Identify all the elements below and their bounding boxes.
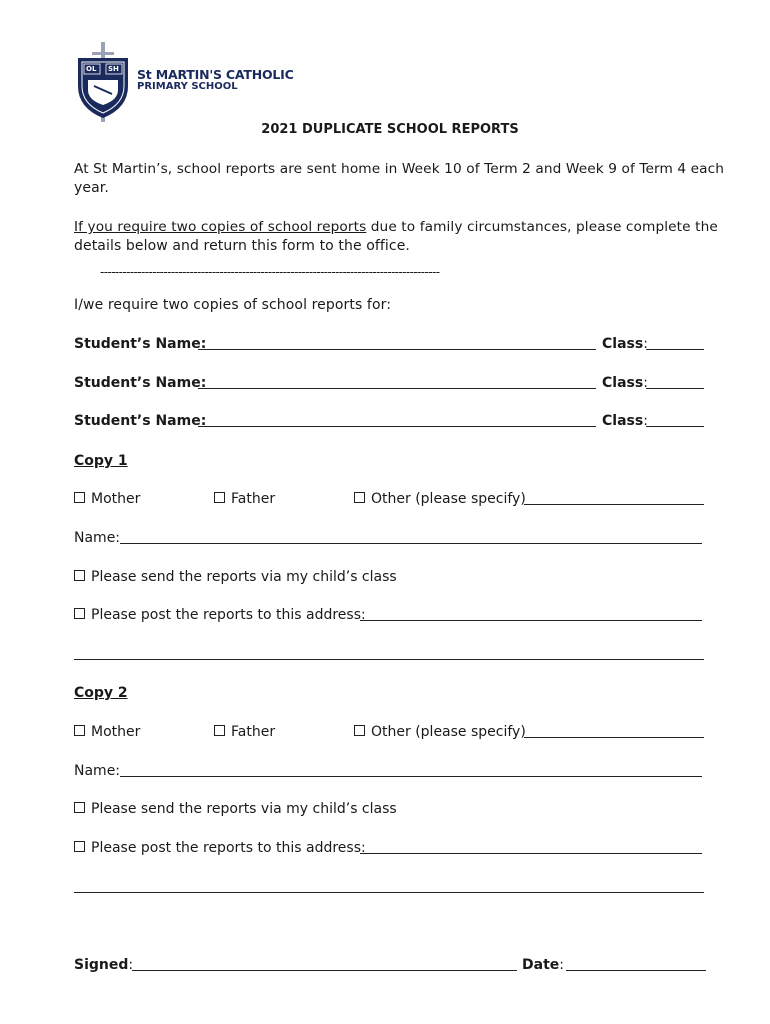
student-row: [74, 374, 206, 393]
class-field[interactable]: [646, 426, 704, 427]
option-send-via-class[interactable]: Please send the reports via my child’s class: [74, 800, 397, 819]
option-father[interactable]: Father: [214, 723, 275, 742]
option-father[interactable]: Father: [214, 490, 275, 509]
copy1-heading: Copy 1: [74, 453, 128, 469]
school-name-line2: PRIMARY SCHOOL: [137, 81, 238, 92]
checkbox[interactable]: [74, 802, 85, 813]
intro-para2-line2: details below and return this form to the office.: [74, 238, 410, 254]
intro-para2-line1: [74, 218, 718, 237]
student-name-field[interactable]: [198, 388, 596, 389]
date-label: Date:: [522, 957, 564, 973]
name-field[interactable]: [120, 543, 702, 544]
option-post-address[interactable]: Please post the reports to this address:: [74, 839, 366, 858]
crest-letters-right: SH: [108, 65, 119, 73]
class-label: Class:: [602, 413, 648, 429]
intro-para1-line2: year.: [74, 180, 109, 196]
checkbox[interactable]: [214, 725, 225, 736]
student-name-label: Student’s Name:: [74, 375, 207, 391]
name-label: Name:: [74, 763, 121, 779]
signature-field[interactable]: [132, 970, 517, 971]
class-label: Class:: [602, 375, 648, 391]
checkbox[interactable]: [74, 725, 85, 736]
address-field-line2[interactable]: [74, 659, 704, 660]
crest-letters-left: OL: [86, 65, 97, 73]
other-specify-field[interactable]: [524, 737, 704, 738]
student-row: [74, 335, 206, 354]
checkbox[interactable]: [74, 841, 85, 852]
address-field[interactable]: [360, 853, 702, 854]
class-label: Class:: [602, 336, 648, 352]
class-field[interactable]: [646, 388, 704, 389]
address-field-line2[interactable]: [74, 892, 704, 893]
dashed-divider: -------------------------------------------------------------------------------------------: [100, 265, 440, 279]
option-other[interactable]: Other (please specify): [354, 723, 526, 742]
intro-para1-line1: At St Martin’s, school reports are sent home in Week 10 of Term 2 and Week 9 of Term 4 each: [74, 161, 725, 177]
school-name-line1: St MARTIN'S CATHOLIC: [137, 67, 294, 82]
signed-label: Signed:: [74, 957, 134, 973]
option-send-via-class[interactable]: Please send the reports via my child’s class: [74, 568, 397, 587]
intro-para2-underlined: If you require two copies of school reports: [74, 219, 367, 235]
option-mother[interactable]: Mother: [74, 490, 140, 509]
other-specify-field[interactable]: [524, 504, 704, 505]
checkbox[interactable]: [74, 570, 85, 581]
student-name-field[interactable]: [198, 426, 596, 427]
address-field[interactable]: [360, 620, 702, 621]
name-label: Name:: [74, 530, 121, 546]
student-name-label: Student’s Name:: [74, 413, 207, 429]
student-name-label: Student’s Name:: [74, 336, 207, 352]
date-field[interactable]: [566, 970, 706, 971]
checkbox[interactable]: [354, 492, 365, 503]
name-field[interactable]: [120, 776, 702, 777]
page-title: 2021 DUPLICATE SCHOOL REPORTS: [261, 122, 519, 137]
class-field[interactable]: [646, 349, 704, 350]
intro-para2-rest: due to family circumstances, please complete the: [366, 219, 718, 235]
checkbox[interactable]: [214, 492, 225, 503]
school-crest-logo: [72, 42, 134, 124]
require-line: I/we require two copies of school reports for:: [74, 297, 392, 313]
student-row: [74, 412, 206, 431]
copy2-heading: Copy 2: [74, 685, 128, 701]
option-other[interactable]: Other (please specify): [354, 490, 526, 509]
option-post-address[interactable]: Please post the reports to this address:: [74, 606, 366, 625]
option-mother[interactable]: Mother: [74, 723, 140, 742]
checkbox[interactable]: [74, 608, 85, 619]
checkbox[interactable]: [74, 492, 85, 503]
checkbox[interactable]: [354, 725, 365, 736]
student-name-field[interactable]: [198, 349, 596, 350]
